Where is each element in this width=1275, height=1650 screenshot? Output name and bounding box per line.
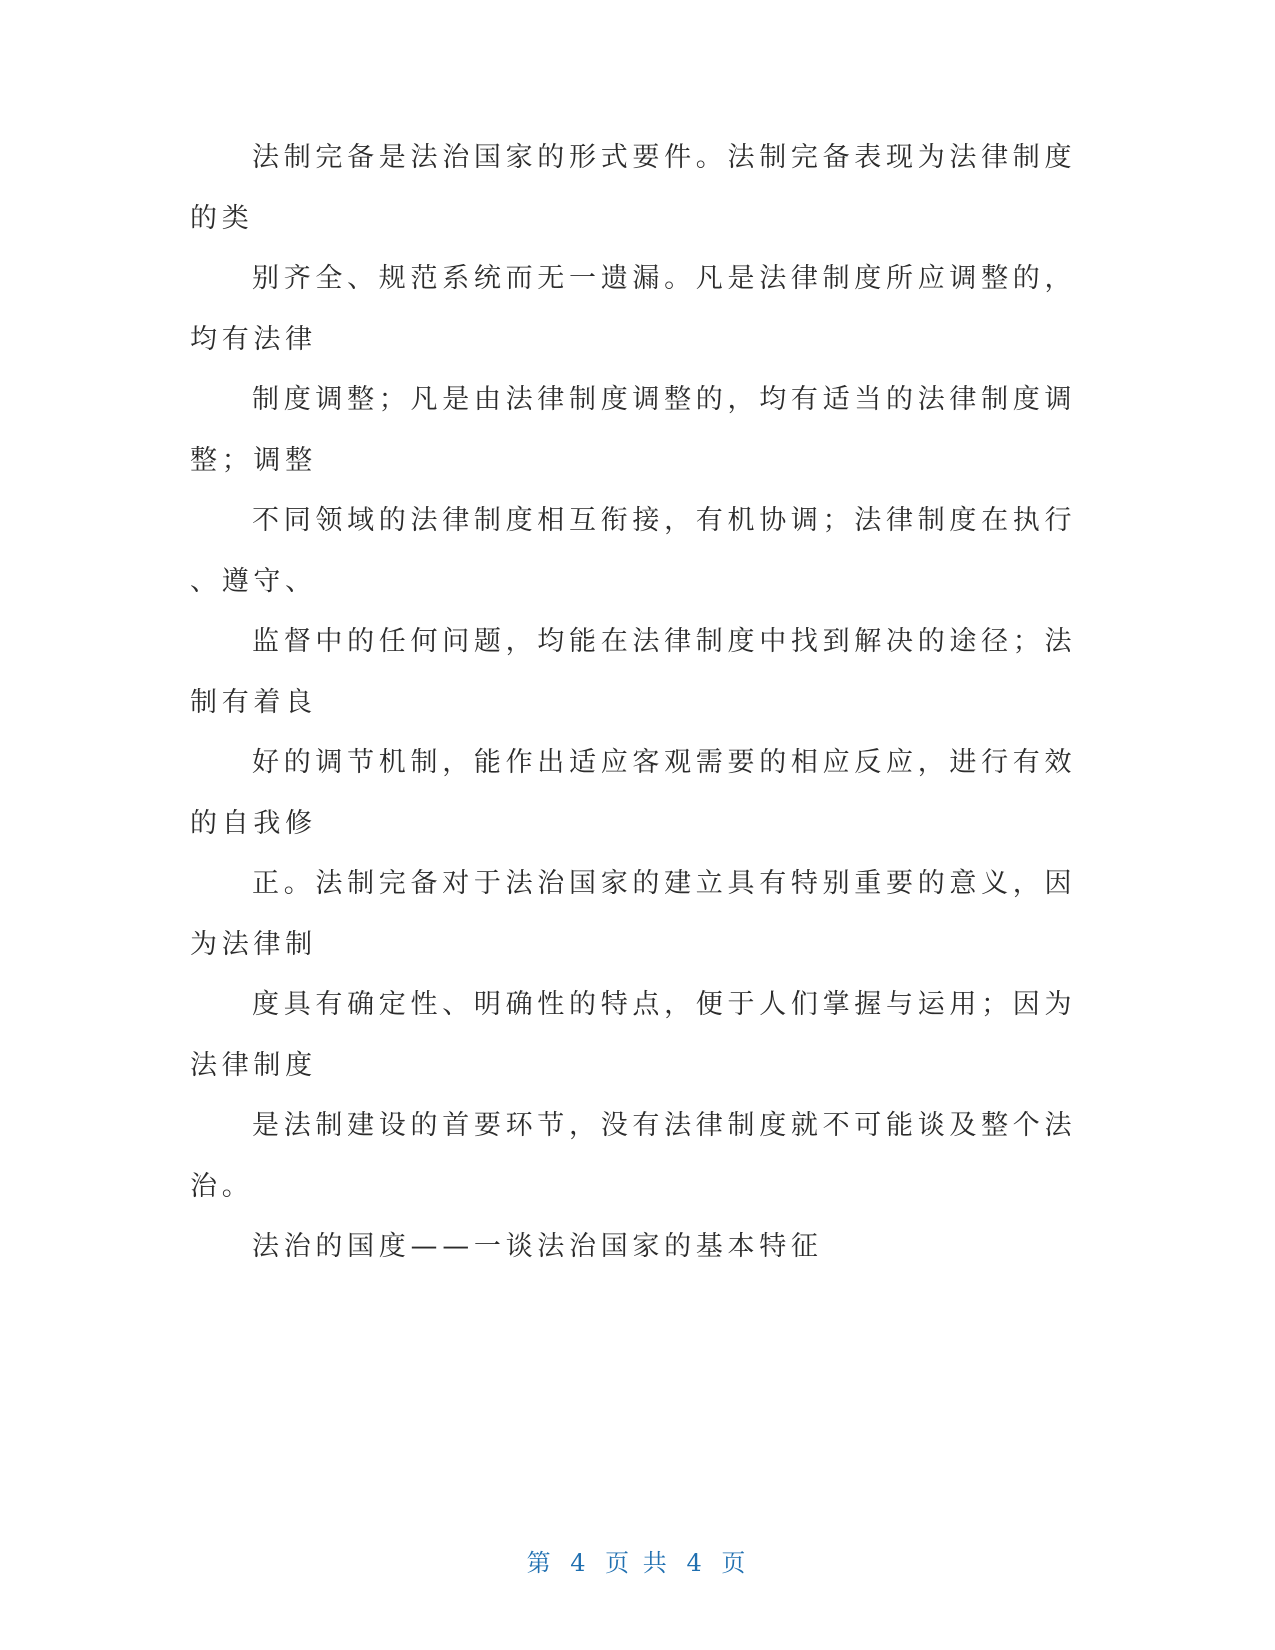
text-line: 法律制度 — [190, 1049, 317, 1081]
text-line: 整；调整 — [190, 444, 317, 476]
text-line: 度具有确定性、明确性的特点，便于人们掌握与运用；因为 — [252, 989, 1077, 1020]
current-page-number: 4 — [570, 1549, 589, 1577]
text-line: 是法制建设的首要环节，没有法律制度就不可能谈及整个法 — [252, 1110, 1077, 1141]
total-pages-number: 4 — [686, 1549, 705, 1577]
page-label-prefix: 第 — [526, 1549, 554, 1577]
text-line: 制有着良 — [190, 686, 317, 718]
page-label-suffix: 页 — [721, 1549, 749, 1577]
text-line: 为法律制 — [190, 928, 317, 960]
document-body — [190, 140, 1077, 1290]
text-line: 好的调节机制，能作出适应客观需要的相应反应，进行有效 — [252, 747, 1077, 778]
text-line: 均有法律 — [190, 323, 317, 355]
text-line: 治。 — [190, 1170, 254, 1202]
text-line: 正。法制完备对于法治国家的建立具有特别重要的意义，因 — [252, 868, 1077, 899]
text-line: 监督中的任何问题，均能在法律制度中找到解决的途径；法 — [252, 626, 1077, 657]
text-line: 不同领域的法律制度相互衔接，有机协调；法律制度在执行 — [252, 505, 1077, 536]
text-line: 别齐全、规范系统而无一遗漏。凡是法律制度所应调整的， — [252, 263, 1077, 294]
text-line: 法制完备是法治国家的形式要件。法制完备表现为法律制度 — [252, 142, 1077, 173]
text-line: 制度调整；凡是由法律制度调整的，均有适当的法律制度调 — [252, 384, 1077, 415]
page-footer — [0, 1543, 1275, 1578]
text-line: 、遵守、 — [190, 565, 317, 597]
text-line: 的自我修 — [190, 807, 317, 839]
page-label-mid: 页 共 — [605, 1549, 670, 1577]
section-heading: 法治的国度——一谈法治国家的基本特征 — [252, 1231, 823, 1262]
text-line: 的类 — [190, 202, 254, 234]
